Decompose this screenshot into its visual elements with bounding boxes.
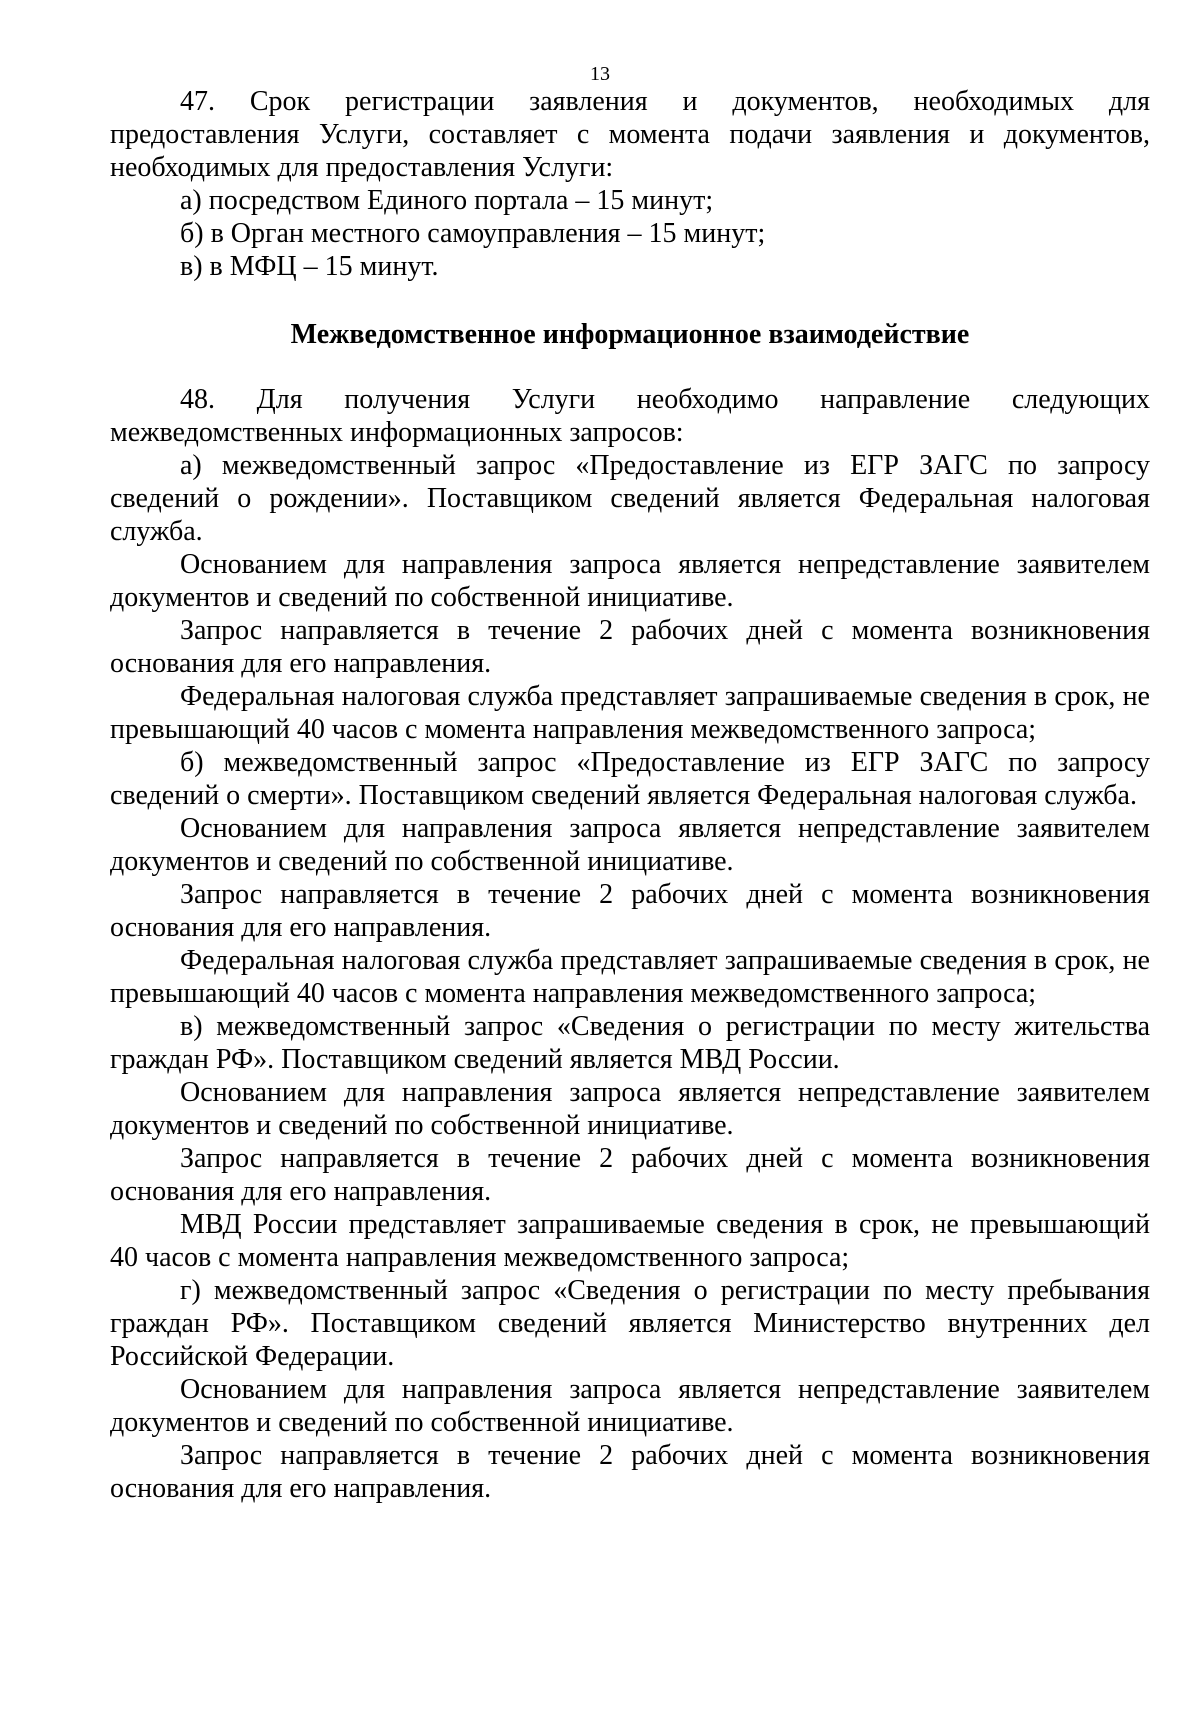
request-b-response: Федеральная налоговая служба представляет запрашиваемые сведения в срок, не превышающий 40 часов с момента направления межведомственного запроса;: [110, 945, 1150, 1009]
request-a-paragraph: а) межведомственный запрос «Предоставление из ЕГР ЗАГС по запросу сведений о рождении». Поставщиком сведений является Федеральная налоговая служба.: [110, 450, 1150, 547]
request-d-paragraph: г) межведомственный запрос «Сведения о регистрации по месту пребывания граждан РФ». Поставщиком сведений является Министерство внутренних дел Российской Федерации.: [110, 1275, 1150, 1372]
request-b-timing: Запрос направляется в течение 2 рабочих дней с момента возникновения основания для его направления.: [110, 879, 1150, 943]
request-a-basis: Основанием для направления запроса является непредставление заявителем документов и сведений по собственной инициативе.: [110, 549, 1150, 613]
document-body: [110, 85, 1150, 1505]
request-b-paragraph: б) межведомственный запрос «Предоставление из ЕГР ЗАГС по запросу сведений о смерти». Поставщиком сведений является Федеральная налоговая служба.: [110, 747, 1150, 811]
request-b-basis: Основанием для направления запроса является непредставление заявителем документов и сведений по собственной инициативе.: [110, 813, 1150, 877]
request-c-basis: Основанием для направления запроса является непредставление заявителем документов и сведений по собственной инициативе.: [110, 1077, 1150, 1141]
request-d-timing: Запрос направляется в течение 2 рабочих дней с момента возникновения основания для его направления.: [110, 1440, 1150, 1504]
paragraph-47-item-a: а) посредством Единого портала – 15 минут;: [180, 185, 714, 216]
paragraph-48-intro: 48. Для получения Услуги необходимо направление следующих межведомственных информационных запросов:: [110, 384, 1150, 448]
paragraph-47-item-c: в) в МФЦ – 15 минут.: [180, 251, 439, 282]
request-c-timing: Запрос направляется в течение 2 рабочих дней с момента возникновения основания для его направления.: [110, 1143, 1150, 1207]
request-d-basis: Основанием для направления запроса является непредставление заявителем документов и сведений по собственной инициативе.: [110, 1374, 1150, 1438]
request-c-paragraph: в) межведомственный запрос «Сведения о регистрации по месту жительства граждан РФ». Поставщиком сведений является МВД России.: [110, 1011, 1150, 1075]
paragraph-47-intro: 47. Срок регистрации заявления и документов, необходимых для предоставления Услуги, составляет с момента подачи заявления и документов, необходимых для предоставления Услуги:: [110, 86, 1150, 183]
request-a-timing: Запрос направляется в течение 2 рабочих дней с момента возникновения основания для его направления.: [110, 615, 1150, 679]
page-number: 13: [590, 63, 610, 85]
paragraph-47-item-b: б) в Орган местного самоуправления – 15 минут;: [180, 218, 766, 249]
request-c-response: МВД России представляет запрашиваемые сведения в срок, не превышающий 40 часов с момента направления межведомственного запроса;: [110, 1209, 1150, 1273]
section-heading: Межведомственное информационное взаимодействие: [290, 319, 970, 350]
request-a-response: Федеральная налоговая служба представляет запрашиваемые сведения в срок, не превышающий 40 часов с момента направления межведомственного запроса;: [110, 681, 1150, 745]
